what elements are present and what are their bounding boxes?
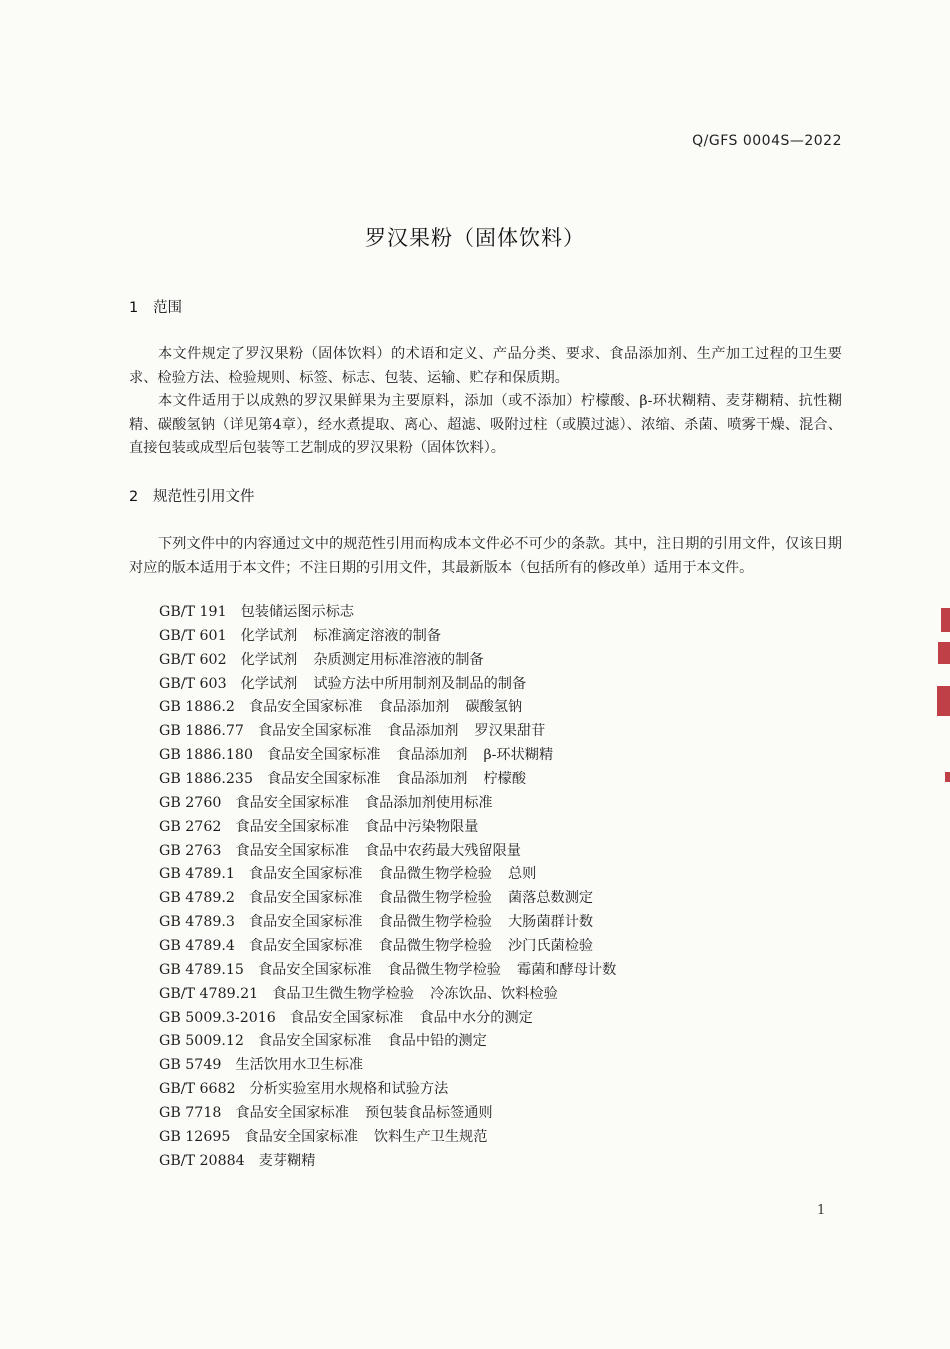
reference-item [159,720,616,744]
reference-title [244,1126,487,1150]
reference-title-part: 食品中污染物限量 [364,818,479,835]
reference-item [159,887,616,911]
reference-code: GB/T 4789.21 [159,985,259,1002]
reference-title-part: 食品添加剂 [387,723,459,740]
reference-code: GB 12695 [159,1128,231,1145]
reference-title-part: 包装储运图示标志 [240,604,355,620]
reference-title-part: 食品卫生微生物学检验 [272,985,415,1002]
reference-code: GB 1886.235 [159,771,253,788]
reference-title-part: 食品微生物学检验 [378,914,492,931]
reference-title-part: 食品安全国家标准 [235,842,349,859]
reference-title-part: 食品安全国家标准 [248,938,363,955]
reference-item [159,1126,616,1150]
reference-title-part: 霉菌和酵母计数 [516,961,617,978]
reference-title-part: 大肠菌群计数 [507,914,594,931]
reference-title-part: 食品中铅的测定 [387,1033,487,1050]
reference-title [267,744,553,768]
reference-item [159,744,616,768]
reference-code: GB 5749 [159,1057,222,1074]
section-2-number: 2 [129,489,139,505]
reference-title-part: 食品安全国家标准 [248,914,363,931]
reference-title-part: β-环状糊精 [483,747,554,764]
reference-title-part: 食品安全国家标准 [235,1105,349,1122]
reference-code: GB 5009.3-2016 [159,1009,276,1026]
scope-paragraph-2: 本文件适用于以成熟的罗汉果鲜果为主要原料，添加（或不添加）柠檬酸、β-环状糊精、麦芽糊精、抗性糊精、碳酸氢钠（详见第4章），经水煮提取、离心、超滤、吸附过柱（或膜过滤）、浓缩、杀菌、喷雾干燥、混合、直接包装或成型后包装等工艺制成的罗汉果粉（固体饮料）。 [129,393,842,456]
reference-code: GB 4789.3 [159,914,235,931]
reference-title [272,983,558,1007]
reference-code: GB/T 20884 [159,1152,245,1169]
reference-code: GB/T 601 [159,627,227,644]
reference-title-part: 食品安全国家标准 [248,890,363,907]
reference-title [241,649,484,673]
reference-item [159,1102,616,1126]
reference-item [159,696,616,720]
section-1-number: 1 [129,300,139,316]
reference-title-part: 食品中农药最大残留限量 [364,842,521,859]
reference-title [249,935,593,959]
section-1-title: 范围 [153,300,182,316]
reference-title [249,696,522,720]
reference-title-part: 化学试剂 [240,627,298,644]
reference-title-part: 食品微生物学检验 [387,961,501,978]
reference-title-part: 罗汉果甜苷 [474,723,546,740]
reference-item [159,935,616,959]
references-intro-paragraph: 下列文件中的内容通过文中的规范性引用而构成本文件必不可少的条款。其中，注日期的引用文件，仅该日期对应的版本适用于本文件；不注日期的引用文件，其最新版本（包括所有的修改单）适用于本文件。 [129,536,842,576]
reference-title-part: 食品添加剂使用标准 [364,794,493,811]
reference-title-part: 预包装食品标签通则 [364,1105,493,1122]
document-title: 罗汉果粉（固体饮料） [365,226,585,250]
reference-title-part: 食品添加剂 [378,699,450,716]
reference-title [249,911,593,935]
reference-code: GB 1886.2 [159,699,235,716]
seal-stamp-edge [936,600,950,800]
reference-title [235,1054,363,1078]
section-2-title: 规范性引用文件 [153,489,255,505]
reference-title [259,1150,316,1174]
reference-item [159,1078,616,1102]
reference-item [159,1007,616,1031]
reference-code: GB 7718 [159,1105,222,1122]
reference-item [159,792,616,816]
reference-title [249,863,536,887]
reference-code: GB/T 191 [159,604,227,620]
reference-code: GB 4789.1 [159,866,235,883]
reference-title-part: 食品添加剂 [396,771,468,788]
reference-title-part: 食品安全国家标准 [266,747,381,764]
reference-title-part: 食品安全国家标准 [248,866,363,883]
reference-title-part: 总则 [507,866,537,883]
reference-code: GB 2762 [159,818,222,835]
reference-title-part: 食品添加剂 [396,747,468,764]
reference-title-part: 试验方法中所用制剂及制品的制备 [313,675,527,692]
reference-list [159,601,616,1174]
reference-title-part: 杂质测定用标准溶液的制备 [313,651,484,668]
reference-title-part: 柠檬酸 [483,771,527,788]
reference-title-part: 食品安全国家标准 [235,794,349,811]
reference-item [159,840,616,864]
reference-item [159,601,616,625]
reference-title [241,625,441,649]
reference-item [159,625,616,649]
reference-title-part: 食品安全国家标准 [248,699,363,716]
reference-code: GB/T 602 [159,651,227,668]
reference-title [267,768,526,792]
reference-code: GB/T 603 [159,675,227,692]
reference-item [159,983,616,1007]
reference-code: GB/T 6682 [159,1081,236,1098]
reference-code: GB 4789.2 [159,890,235,907]
reference-title-part: 食品安全国家标准 [257,961,372,978]
reference-title-part: 饮料生产卫生规范 [373,1128,488,1145]
document-code: Q/GFS 0004S—2022 [692,133,842,149]
reference-item [159,959,616,983]
reference-code: GB 5009.12 [159,1033,244,1050]
section-2-heading [129,485,255,506]
reference-item [159,1030,616,1054]
reference-item [159,1054,616,1078]
scope-paragraph-1: 本文件规定了罗汉果粉（固体饮料）的术语和定义、产品分类、要求、食品添加剂、生产加工过程的卫生要求、检验方法、检验规则、标签、标志、包装、运输、贮存和保质期。 [129,346,842,386]
reference-code: GB 1886.77 [159,723,244,740]
reference-title-part: 菌落总数测定 [507,890,594,907]
reference-item [159,816,616,840]
reference-title [258,720,545,744]
reference-title-part: 分析实验室用水规格和试验方法 [249,1081,449,1098]
reference-code: GB 4789.4 [159,938,235,955]
reference-item [159,673,616,697]
reference-title [241,673,527,697]
reference-title-part: 食品微生物学检验 [378,890,492,907]
reference-title [250,1078,449,1102]
reference-title-part: 生活饮用水卫生标准 [235,1057,364,1074]
reference-title-part: 碳酸氢钠 [465,699,523,716]
reference-title-part: 食品安全国家标准 [289,1009,404,1026]
reference-code: GB 4789.15 [159,961,244,978]
reference-title-part: 化学试剂 [240,675,298,692]
reference-title-part: 食品安全国家标准 [257,723,372,740]
reference-title [290,1007,533,1031]
reference-item [159,863,616,887]
reference-title [235,816,478,840]
reference-code: GB 2763 [159,842,222,859]
reference-title [235,840,521,864]
reference-item [159,768,616,792]
section-1-heading [129,296,182,317]
reference-title [258,959,616,983]
page-number: 1 [817,1203,826,1218]
reference-title-part: 食品安全国家标准 [244,1128,358,1145]
reference-title-part: 沙门氏菌检验 [507,938,594,955]
reference-title-part: 食品安全国家标准 [266,771,381,788]
reference-code: GB 1886.180 [159,747,253,764]
reference-item [159,649,616,673]
reference-title-part: 食品安全国家标准 [235,818,349,835]
reference-item [159,911,616,935]
reference-title-part: 食品微生物学检验 [378,938,492,955]
reference-title-part: 食品中水分的测定 [419,1009,533,1026]
reference-title-part: 食品安全国家标准 [257,1033,372,1050]
reference-title-part: 冷冻饮品、饮料检验 [430,985,558,1002]
reference-title-part: 麦芽糊精 [258,1152,316,1169]
reference-title-part: 化学试剂 [240,651,298,668]
reference-title [235,792,492,816]
reference-item [159,1150,616,1174]
reference-title [241,601,355,625]
reference-code: GB 2760 [159,794,222,811]
reference-title [249,887,593,911]
reference-title-part: 标准滴定溶液的制备 [313,627,442,644]
reference-title [258,1030,487,1054]
reference-title-part: 食品微生物学检验 [378,866,492,883]
reference-title [235,1102,492,1126]
